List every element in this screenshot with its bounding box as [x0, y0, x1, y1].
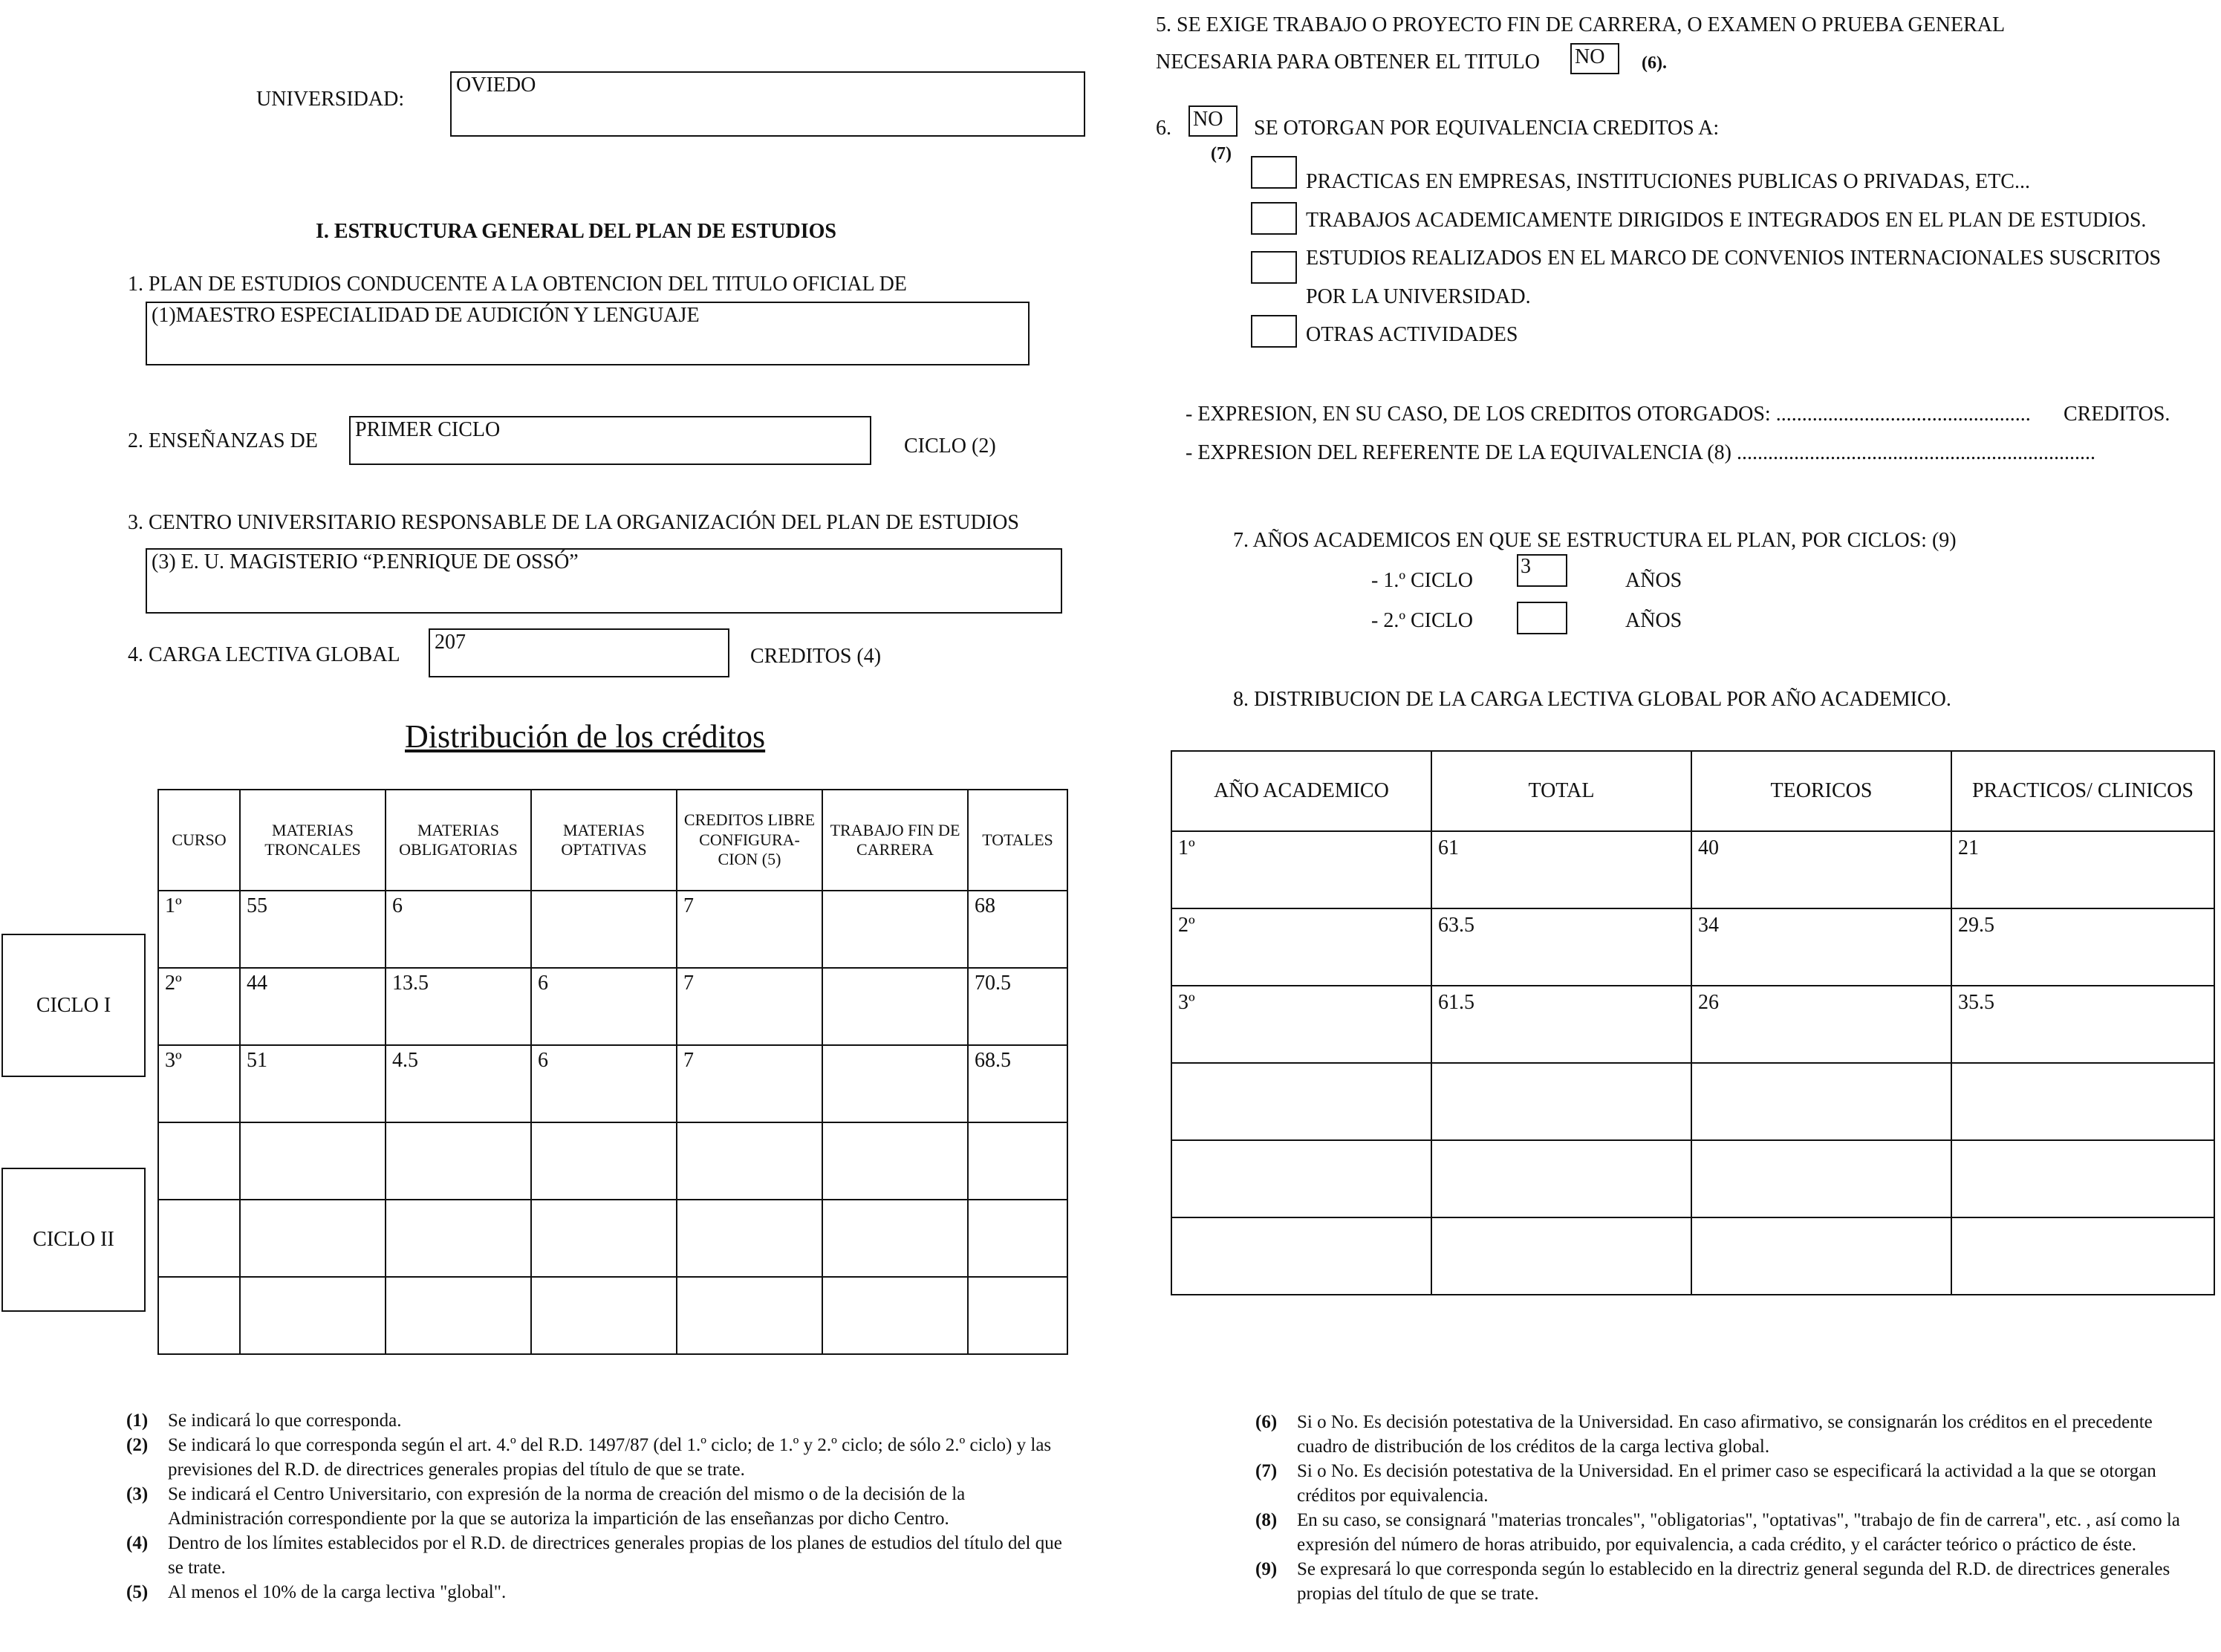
ciclo-2-label: CICLO II [1, 1168, 146, 1312]
q6-value-box[interactable]: NO [1188, 105, 1238, 137]
distribution-title: Distribución de los créditos [405, 718, 766, 755]
table-cell[interactable] [1691, 1140, 1951, 1217]
checkbox-practicas[interactable] [1251, 156, 1297, 189]
table-cell[interactable] [677, 1200, 822, 1277]
table-cell[interactable] [1431, 1063, 1691, 1140]
table-row [1171, 1140, 2214, 1217]
q1-label: 1. PLAN DE ESTUDIOS CONDUCENTE A LA OBTENCION DEL TITULO OFICIAL DE [128, 273, 907, 296]
table-cell[interactable]: 6 [531, 1045, 677, 1122]
q7-ciclo2-label: - 2.º CICLO [1371, 609, 1474, 632]
checkbox-trabajos[interactable] [1251, 202, 1297, 235]
universidad-field[interactable]: OVIEDO [450, 71, 1085, 137]
option-practicas: PRACTICAS EN EMPRESAS, INSTITUCIONES PUBLICAS O PRIVADAS, ETC... [1306, 170, 2030, 193]
table-cell[interactable] [531, 1200, 677, 1277]
table-cell[interactable] [158, 1277, 240, 1354]
q6-num: 6. [1156, 117, 1171, 140]
q6-label: SE OTORGAN POR EQUIVALENCIA CREDITOS A: [1254, 117, 1720, 140]
table-cell[interactable] [1171, 1217, 1431, 1295]
footnote: (9) Se expresará lo que corresponda según lo establecido en la directriz general segunda del R.D. de directrices generales propias del título de que se trate. [1255, 1559, 2170, 1604]
header-teoricos: TEORICOS [1691, 751, 1951, 831]
table-cell[interactable]: 6 [531, 968, 677, 1045]
table-cell[interactable] [386, 1277, 531, 1354]
table-cell[interactable]: 6 [386, 891, 531, 968]
table-cell[interactable] [1171, 1063, 1431, 1140]
table-cell[interactable]: 3º [158, 1045, 240, 1122]
table-cell[interactable]: 2º [1171, 908, 1431, 986]
table-cell[interactable] [1691, 1217, 1951, 1295]
header-practicos: PRACTICOS/ CLINICOS [1951, 751, 2214, 831]
table-cell[interactable]: 29.5 [1951, 908, 2214, 986]
header-curso: CURSO [158, 790, 240, 891]
table-cell[interactable] [1171, 1140, 1431, 1217]
footnote: (7) Si o No. Es decisión potestativa de la Universidad. En el primer caso se especificará la actividad a la que se otorgan créditos por equivalencia. [1255, 1461, 2156, 1506]
table-cell[interactable]: 44 [240, 968, 386, 1045]
table-row [1171, 831, 2214, 908]
table-cell[interactable] [968, 1277, 1067, 1354]
ciclo-1-label: CICLO I [1, 934, 146, 1077]
table-row [158, 1200, 1067, 1277]
q2-suffix: CICLO (2) [904, 435, 996, 458]
q5-value-box[interactable]: NO [1570, 43, 1619, 74]
table-cell[interactable] [822, 1045, 968, 1122]
table-cell[interactable] [677, 1277, 822, 1354]
table-row [158, 968, 1067, 1045]
table-cell[interactable] [968, 1122, 1067, 1200]
footnote: (5) Al menos el 10% de la carga lectiva "global". [126, 1582, 507, 1602]
header-total: TOTAL [1431, 751, 1691, 831]
checkbox-estudios[interactable] [1251, 251, 1297, 284]
table-cell[interactable] [531, 1122, 677, 1200]
table-cell[interactable] [158, 1122, 240, 1200]
table-cell[interactable] [1951, 1063, 2214, 1140]
table-cell[interactable] [531, 891, 677, 968]
q4-label: 4. CARGA LECTIVA GLOBAL [128, 643, 400, 666]
table-cell[interactable]: 63.5 [1431, 908, 1691, 986]
table-cell[interactable]: 1º [1171, 831, 1431, 908]
q7-ciclo2-box[interactable] [1517, 602, 1567, 634]
checkbox-otras[interactable] [1251, 315, 1297, 348]
table-cell[interactable] [822, 1277, 968, 1354]
table-cell[interactable] [1691, 1063, 1951, 1140]
header-libre-configuracion: CREDITOS LIBRE CONFIGURA-CION (5) [677, 790, 822, 891]
centro-field[interactable]: (3) E. U. MAGISTERIO “P.ENRIQUE DE OSSÓ” [146, 548, 1062, 614]
footnote: (8) En su caso, se consignará "materias troncales", "obligatorias", "optativas", "trabajo de fin de carrera", etc. , así como la expresión del número de horas atribuido, por equivalencia, a cada crédito, y el carácter teórico o práctico de éste. [1255, 1510, 2180, 1555]
q5-line2: NECESARIA PARA OBTENER EL TITULO [1156, 51, 1540, 74]
header-ano-academico: AÑO ACADEMICO [1171, 751, 1431, 831]
table-cell[interactable]: 34 [1691, 908, 1951, 986]
table-cell[interactable] [677, 1122, 822, 1200]
table-cell[interactable]: 51 [240, 1045, 386, 1122]
table-cell[interactable]: 68 [968, 891, 1067, 968]
table-cell[interactable] [240, 1200, 386, 1277]
q7-ciclo1-label: - 1.º CICLO [1371, 569, 1474, 592]
table-cell[interactable]: 61 [1431, 831, 1691, 908]
table-cell[interactable] [1951, 1140, 2214, 1217]
option-otras: OTRAS ACTIVIDADES [1306, 323, 1518, 346]
titulo-field[interactable]: (1)MAESTRO ESPECIALIDAD DE AUDICIÓN Y LENGUAJE [146, 302, 1030, 365]
footnote: (2) Se indicará lo que corresponda según el art. 4.º del R.D. 1497/87 (del 1.º ciclo; de 1.º y 2.º ciclo; de sólo 2.º ciclo) y las previsiones del R.D. de directrices generales propias del título de que se trate. [126, 1435, 1052, 1480]
expr2-label: - EXPRESION DEL REFERENTE DE LA EQUIVALENCIA (8) ..................................................................... [1186, 441, 2095, 464]
expr1-label: - EXPRESION, EN SU CASO, DE LOS CREDITOS OTORGADOS: ................................................. [1186, 403, 2031, 426]
ensenanzas-field[interactable]: PRIMER CICLO [349, 416, 871, 465]
table-row [158, 891, 1067, 968]
table-cell[interactable] [1431, 1140, 1691, 1217]
footnote: (1) Se indicará lo que corresponda. [126, 1411, 402, 1431]
header-troncales: MATERIAS TRONCALES [240, 790, 386, 891]
section-title: I. ESTRUCTURA GENERAL DEL PLAN DE ESTUDIOS [316, 220, 836, 243]
q5-note: (6). [1642, 53, 1667, 73]
table-cell[interactable] [1431, 1217, 1691, 1295]
table-cell[interactable] [968, 1200, 1067, 1277]
table-cell[interactable] [158, 1200, 240, 1277]
header-optativas: MATERIAS OPTATIVAS [531, 790, 677, 891]
table-row [1171, 1217, 2214, 1295]
table-cell[interactable]: 4.5 [386, 1045, 531, 1122]
option-trabajos: TRABAJOS ACADEMICAMENTE DIRIGIDOS E INTEGRADOS EN EL PLAN DE ESTUDIOS. [1306, 209, 2147, 232]
q3-label: 3. CENTRO UNIVERSITARIO RESPONSABLE DE LA ORGANIZACIÓN DEL PLAN DE ESTUDIOS [128, 511, 1019, 534]
q4-suffix: CREDITOS (4) [750, 645, 882, 668]
table-row [158, 1277, 1067, 1354]
q5-line1: 5. SE EXIGE TRABAJO O PROYECTO FIN DE CARRERA, O EXAMEN O PRUEBA GENERAL [1156, 13, 2006, 36]
table-cell[interactable]: 26 [1691, 986, 1951, 1063]
q6-note: (7) [1211, 144, 1232, 163]
carga-lectiva-field[interactable]: 207 [429, 628, 729, 677]
table-cell[interactable] [822, 1122, 968, 1200]
right-footnotes [1255, 1410, 2199, 1606]
distribution-table [157, 789, 1068, 1355]
table-cell[interactable]: 61.5 [1431, 986, 1691, 1063]
table-cell[interactable]: 55 [240, 891, 386, 968]
header-obligatorias: MATERIAS OBLIGATORIAS [386, 790, 531, 891]
table-row [1171, 986, 2214, 1063]
header-trabajo-fin: TRABAJO FIN DE CARRERA [822, 790, 968, 891]
q7-label: 7. AÑOS ACADEMICOS EN QUE SE ESTRUCTURA EL PLAN, POR CICLOS: (9) [1233, 529, 1957, 552]
table-row [158, 1122, 1067, 1200]
table-cell[interactable]: 2º [158, 968, 240, 1045]
q8-label: 8. DISTRIBUCION DE LA CARGA LECTIVA GLOBAL POR AÑO ACADEMICO. [1233, 688, 1951, 711]
table-cell[interactable]: 68.5 [968, 1045, 1067, 1122]
table-cell[interactable]: 13.5 [386, 968, 531, 1045]
q2-label: 2. ENSEÑANZAS DE [128, 429, 318, 452]
table-cell[interactable]: 7 [677, 1045, 822, 1122]
table-cell[interactable] [386, 1122, 531, 1200]
table-cell[interactable] [822, 891, 968, 968]
table-cell[interactable]: 40 [1691, 831, 1951, 908]
table-row [1171, 1063, 2214, 1140]
carga-table [1171, 750, 2215, 1295]
table-cell[interactable] [822, 1200, 968, 1277]
table-row [158, 1045, 1067, 1122]
header-totales: TOTALES [968, 790, 1067, 891]
footnote: (4) Dentro de los límites establecidos por el R.D. de directrices generales propias de los planes de estudios del título del que se trate. [126, 1533, 1062, 1578]
option-estudios-cont: POR LA UNIVERSIDAD. [1306, 285, 1531, 308]
footnote: (6) Si o No. Es decisión potestativa de la Universidad. En caso afirmativo, se consignarán los créditos en el precedente cuadro de distribución de los créditos de la carga lectiva global. [1255, 1412, 2153, 1457]
table-cell[interactable]: 3º [1171, 986, 1431, 1063]
table-cell[interactable] [1951, 1217, 2214, 1295]
left-footnotes [126, 1408, 1062, 1604]
table-cell[interactable]: 70.5 [968, 968, 1067, 1045]
table-cell[interactable] [822, 968, 968, 1045]
table-cell[interactable]: 35.5 [1951, 986, 2214, 1063]
table-cell[interactable]: 7 [677, 968, 822, 1045]
q7-ciclo2-unit: AÑOS [1625, 609, 1682, 632]
table-cell[interactable]: 7 [677, 891, 822, 968]
table-cell[interactable] [240, 1277, 386, 1354]
table-cell[interactable] [531, 1277, 677, 1354]
table-row [1171, 908, 2214, 986]
universidad-label: UNIVERSIDAD: [256, 88, 405, 111]
footnote: (3) Se indicará el Centro Universitario, con expresión de la norma de creación del mismo o de la decisión de la Administración correspondiente por la que se autoriza la impartición de las enseñanzas por dicho Centro. [126, 1484, 966, 1529]
table-cell[interactable] [386, 1200, 531, 1277]
table-cell[interactable] [240, 1122, 386, 1200]
option-estudios: ESTUDIOS REALIZADOS EN EL MARCO DE CONVENIOS INTERNACIONALES SUSCRITOS [1306, 247, 2162, 270]
table-cell[interactable]: 1º [158, 891, 240, 968]
q7-ciclo1-unit: AÑOS [1625, 569, 1682, 592]
table-cell[interactable]: 21 [1951, 831, 2214, 908]
q7-ciclo1-box[interactable]: 3 [1517, 554, 1567, 587]
expr1-suffix: CREDITOS. [2064, 403, 2170, 426]
